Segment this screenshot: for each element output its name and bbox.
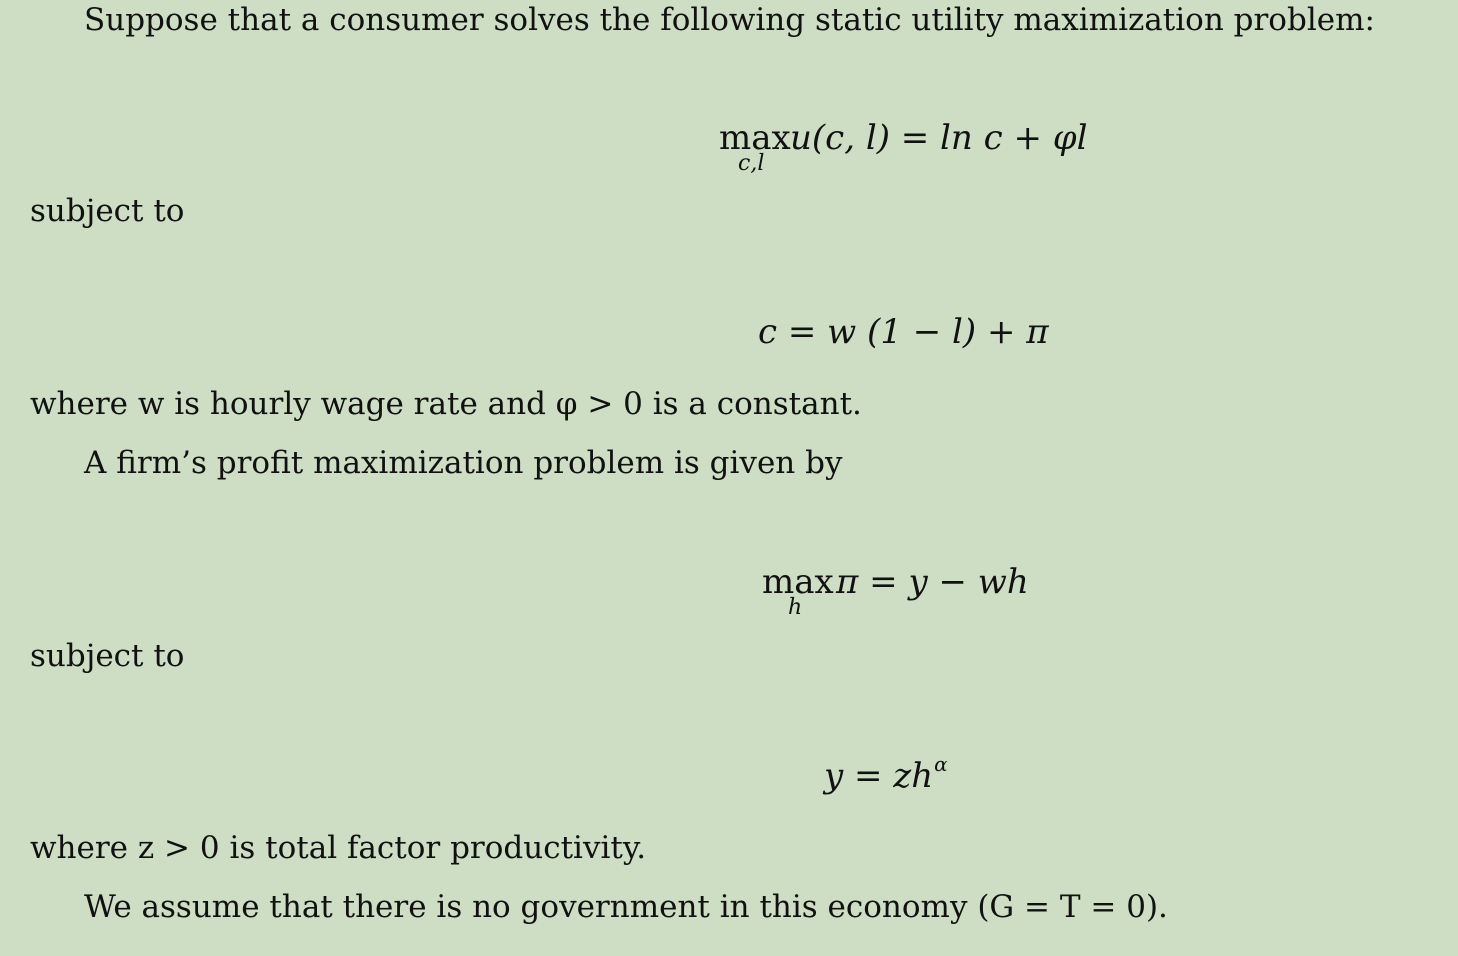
budget-constraint-equation: c = w (1 − l) + π [758,312,1049,352]
max-operator: max [719,118,791,158]
wage-description: where w is hourly wage rate and φ > 0 is a constant. [30,386,862,422]
subject-to-label: subject to [30,638,185,674]
production-function-equation [824,752,948,800]
firm-paragraph: A firm’s profit maximization problem is given by [84,445,843,481]
tfp-description: where z > 0 is total factor productivity. [30,830,647,866]
max-subscript: h [788,595,803,620]
alpha-superscript: α [934,752,948,776]
utility-equation-body: u(c, l) = ln c + φl [790,118,1088,158]
profit-equation-body: π = y − wh [836,562,1029,602]
intro-paragraph: Suppose that a consumer solves the following static utility maximization problem: [84,2,1375,38]
production-function-body: y = zh [824,756,934,796]
government-assumption: We assume that there is no government in this economy (G = T = 0). [84,889,1168,925]
subject-to-label: subject to [30,193,185,229]
max-subscript: c,l [738,151,765,176]
max-operator: max [762,562,834,602]
